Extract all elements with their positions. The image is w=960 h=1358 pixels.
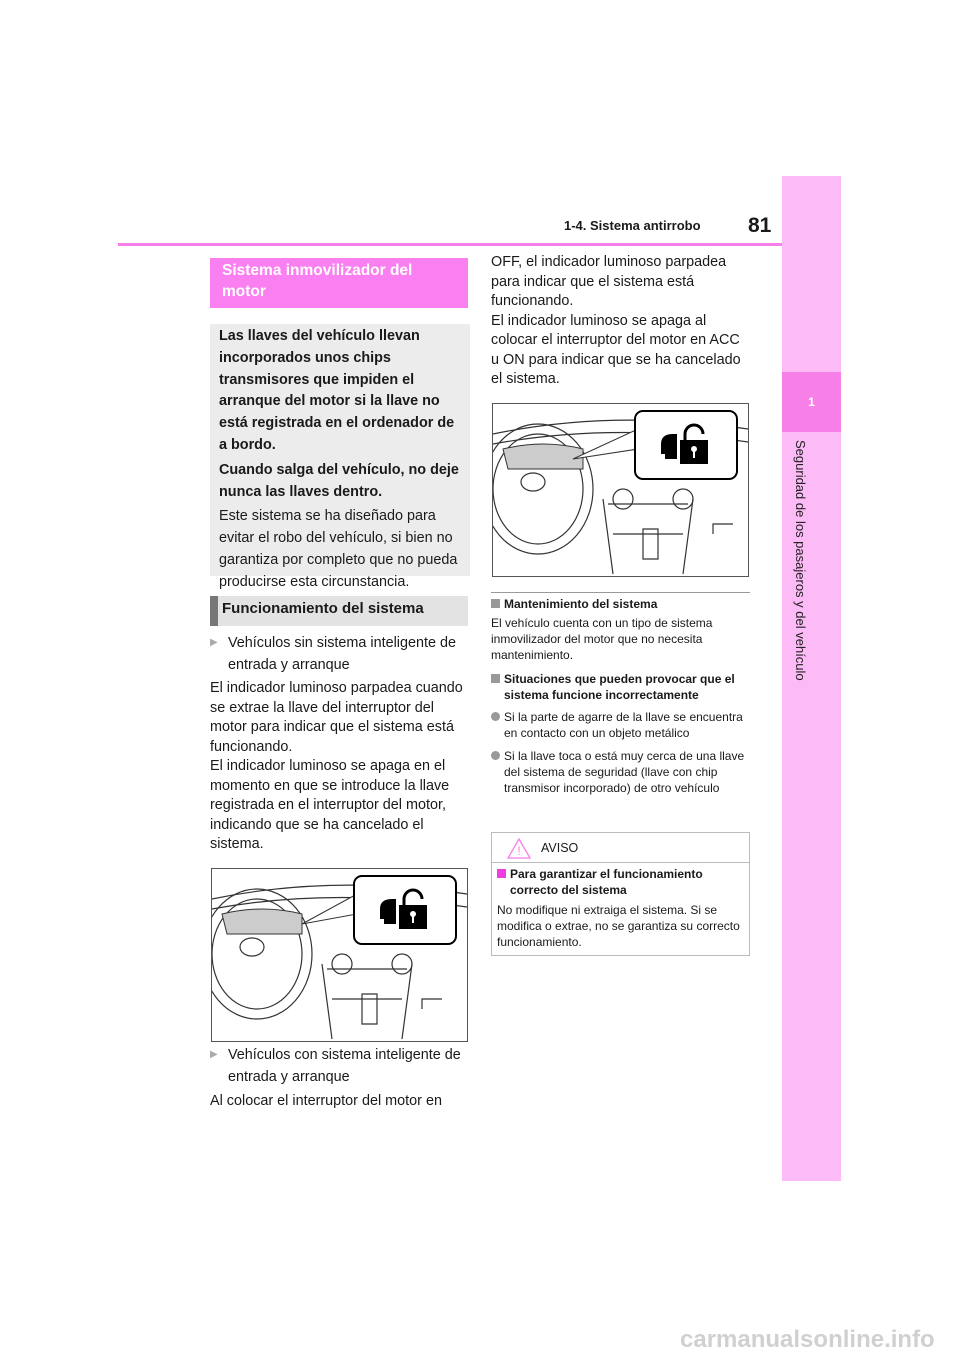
dashboard-drawing bbox=[212, 869, 467, 1041]
warning-box bbox=[491, 832, 750, 956]
warning-title: Para garantizar el funcionamiento correcto del sistema bbox=[510, 867, 703, 897]
situ-2: Si la llave toca o está muy cerca de una llave del sistema de seguridad (llave con chip transmisor incorporado) de otro vehículo bbox=[504, 749, 745, 795]
warning-triangle-icon bbox=[506, 837, 532, 859]
page-number: 81 bbox=[748, 214, 772, 237]
topic-title: Sistema inmovilizador del motor bbox=[210, 258, 468, 308]
warning-text: No modifique ni extraiga el sistema. Si se modifica o extrae, no se garantiza su correcto funcionamiento. bbox=[497, 903, 740, 949]
header-divider bbox=[118, 243, 782, 246]
circle-bullet-icon bbox=[491, 712, 500, 721]
section-title: 1-4. Sistema antirrobo bbox=[564, 218, 701, 233]
bullet-2 bbox=[210, 1044, 470, 1088]
bullet-1-text: Vehículos sin sistema inteligente de entrada y arranque bbox=[228, 635, 456, 673]
maintenance-note bbox=[491, 596, 751, 796]
para-3: Al colocar el interruptor del motor en bbox=[210, 1093, 442, 1109]
right-body bbox=[491, 253, 751, 390]
svg-text:!: ! bbox=[517, 843, 521, 858]
square-bullet-icon bbox=[491, 599, 500, 608]
chapter-tab[interactable]: 1 bbox=[782, 372, 841, 432]
triangle-icon: ▶ bbox=[210, 637, 218, 648]
body-para-1 bbox=[210, 679, 470, 855]
bullet-1 bbox=[210, 632, 470, 676]
maint-text: El vehículo cuenta con un tipo de sistema inmovilizador del motor que no necesita mantenimiento. bbox=[491, 616, 713, 662]
section-heading: Funcionamiento del sistema bbox=[210, 596, 468, 626]
para-1: El indicador luminoso parpadea cuando se extrae la llave del interruptor del motor para indicar que el sistema está funcionando. bbox=[210, 680, 463, 755]
triangle-icon: ▶ bbox=[210, 1049, 218, 1060]
warning-body bbox=[492, 863, 749, 953]
intro-bold-1: Las llaves del vehículo llevan incorporados unos chips transmisores que impiden el arranque del motor si la llave no está registrada en el ordenador de a bordo. bbox=[219, 328, 455, 453]
bullet-2-text: Vehículos con sistema inteligente de entrada y arranque bbox=[228, 1047, 461, 1085]
warning-header bbox=[492, 833, 749, 863]
dashboard-illustration-2 bbox=[492, 403, 749, 577]
dashboard-illustration-1 bbox=[211, 868, 468, 1042]
situ-title: Situaciones que pueden provocar que el sistema funcione incorrectamente bbox=[504, 672, 735, 702]
right-para-1: OFF, el indicador luminoso parpadea para indicar que el sistema está funcionando. bbox=[491, 254, 727, 309]
divider bbox=[491, 592, 750, 593]
watermark: carmanualsonline.info bbox=[680, 1326, 935, 1353]
intro-box bbox=[210, 324, 470, 590]
maint-title: Mantenimiento del sistema bbox=[504, 597, 658, 611]
chapter-title: Seguridad de los pasajeros y del vehículo bbox=[793, 440, 808, 681]
square-bullet-icon bbox=[491, 674, 500, 683]
right-para-2: El indicador luminoso se apaga al colocar el interruptor del motor en ACC u ON para indicar que se ha cancelado el sistema. bbox=[491, 312, 741, 387]
situ-1: Si la parte de agarre de la llave se encuentra en contacto con un objeto metálico bbox=[504, 710, 743, 740]
circle-bullet-icon bbox=[491, 751, 500, 760]
dashboard-drawing bbox=[493, 404, 748, 576]
para-2: El indicador luminoso se apaga en el momento en que se introduce la llave registrada en el interruptor del motor, indicando que se ha cancelado el sistema. bbox=[210, 758, 450, 852]
warning-label: AVISO bbox=[541, 840, 579, 855]
square-bullet-icon bbox=[497, 869, 506, 878]
intro-text: Este sistema se ha diseñado para evitar el robo del vehículo, si bien no garantiza por completo que no pueda producirse esta circunstancia. bbox=[219, 508, 458, 590]
intro-bold-2: Cuando salga del vehículo, no deje nunca las llaves dentro. bbox=[219, 461, 459, 500]
